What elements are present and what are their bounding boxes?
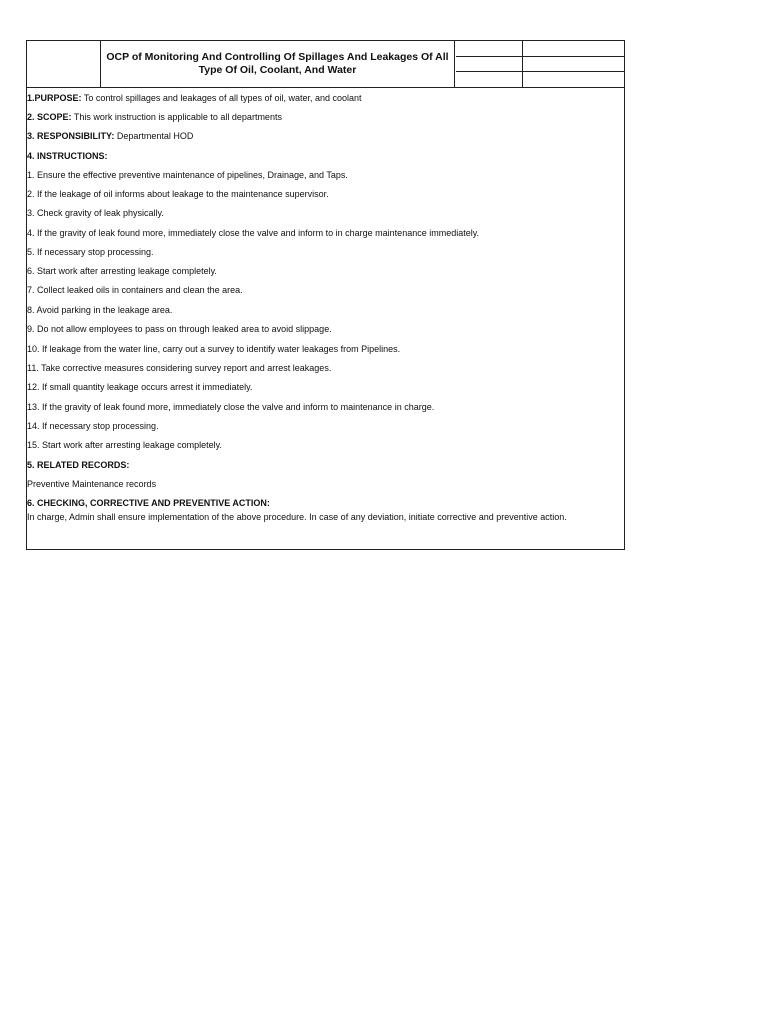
meta-cell <box>456 72 523 87</box>
procedure-document <box>26 40 625 550</box>
responsibility-section <box>27 131 193 142</box>
meta-cell <box>523 41 624 56</box>
meta-cell <box>456 41 523 56</box>
instruction-item: 9. Do not allow employees to pass on through leaked area to avoid slippage. <box>27 324 332 334</box>
records-text: Preventive Maintenance records <box>27 479 157 489</box>
instruction-item: 5. If necessary stop processing. <box>27 247 154 257</box>
instruction-item: 10. If leakage from the water line, carry out a survey to identify water leakages from Pipelines. <box>27 344 401 354</box>
instruction-item: 1. Ensure the effective preventive maintenance of pipelines, Drainage, and Taps. <box>27 170 348 180</box>
instructions-label: 4. INSTRUCTIONS: <box>27 151 108 161</box>
document-title: OCP of Monitoring And Controlling Of Spillages And Leakages Of All Type Of Oil, Coolant, And Water <box>101 41 455 87</box>
checking-heading <box>27 498 270 509</box>
meta-cell <box>523 57 624 72</box>
purpose-text: To control spillages and leakages of all types of oil, water, and coolant <box>81 93 362 103</box>
checking-text: In charge, Admin shall ensure implementation of the above procedure. In case of any deviation, initiate corrective and preventive action. <box>27 512 567 522</box>
instruction-item: 15. Start work after arresting leakage completely. <box>27 440 222 450</box>
scope-text: This work instruction is applicable to all departments <box>71 112 282 122</box>
logo-cell <box>27 41 101 87</box>
instruction-item: 6. Start work after arresting leakage completely. <box>27 266 217 276</box>
checking-label: 6. CHECKING, CORRECTIVE AND PREVENTIVE ACTION: <box>27 498 270 508</box>
responsibility-text: Departmental HOD <box>114 131 194 141</box>
meta-row <box>456 41 624 56</box>
meta-row <box>456 56 624 72</box>
responsibility-label: 3. RESPONSIBILITY: <box>27 131 115 141</box>
instruction-item: 7. Collect leaked oils in containers and clean the area. <box>27 285 243 295</box>
meta-row <box>456 71 624 87</box>
instruction-item: 14. If necessary stop processing. <box>27 421 159 431</box>
records-label: 5. RELATED RECORDS: <box>27 460 130 470</box>
instruction-item: 13. If the gravity of leak found more, immediately close the valve and inform to maintenance in charge. <box>27 402 435 412</box>
purpose-section <box>27 93 362 104</box>
instruction-item: 3. Check gravity of leak physically. <box>27 208 164 218</box>
meta-cell <box>523 72 624 87</box>
scope-label: 2. SCOPE: <box>27 112 72 122</box>
meta-cell <box>456 57 523 72</box>
instructions-heading <box>27 151 108 162</box>
instruction-item: 12. If small quantity leakage occurs arrest it immediately. <box>27 382 253 392</box>
instruction-item: 4. If the gravity of leak found more, immediately close the valve and inform to in charge maintenance immediately. <box>27 228 480 238</box>
document-meta-grid <box>456 41 624 87</box>
instruction-item: 8. Avoid parking in the leakage area. <box>27 305 173 315</box>
document-header <box>27 41 624 88</box>
purpose-label: 1.PURPOSE: <box>27 93 82 103</box>
instruction-item: 11. Take corrective measures considering survey report and arrest leakages. <box>27 363 332 373</box>
scope-section <box>27 112 282 123</box>
records-heading <box>27 460 129 471</box>
instruction-item: 2. If the leakage of oil informs about leakage to the maintenance supervisor. <box>27 189 329 199</box>
